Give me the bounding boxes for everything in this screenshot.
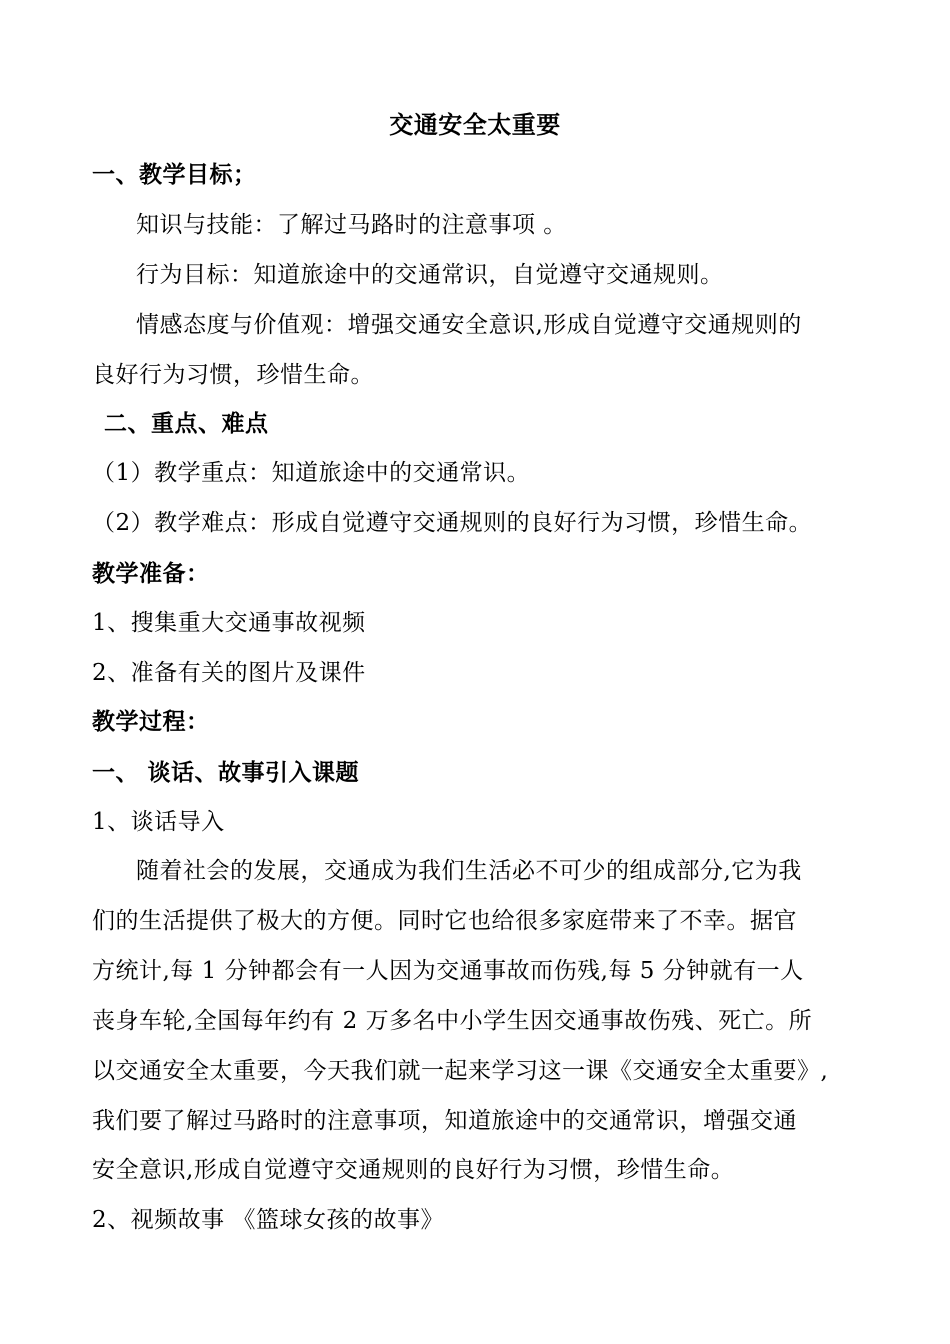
goal-behavior: 行为目标：知道旅途中的交通常识，自觉遵守交通规则。 — [136, 262, 724, 288]
paragraph-line: 以交通安全太重要，今天我们就一起来学习这一课《交通安全太重要》, — [92, 1058, 829, 1084]
paragraph-line: 安全意识,形成自觉遵守交通规则的良好行为习惯，珍惜生命。 — [92, 1157, 735, 1183]
prep-item: 2、准备有关的图片及课件 — [92, 660, 366, 686]
paragraph-line: 们的生活提供了极大的方便。同时它也给很多家庭带来了不幸。据官 — [92, 908, 797, 934]
section-heading-goals: 一、教学目标； — [92, 162, 257, 188]
process-heading: 教学过程： — [92, 709, 210, 735]
section-heading-key-points: 二、重点、难点 — [104, 411, 269, 437]
key-point: （1）教学重点：知道旅途中的交通常识。 — [92, 460, 531, 486]
prep-heading: 教学准备： — [92, 561, 210, 587]
step-heading: 2、视频故事 《篮球女孩的故事》 — [92, 1207, 444, 1233]
paragraph-line: 方统计,每 1 分钟都会有一人因为交通事故而伤残,每 5 分钟就有一人 — [92, 958, 804, 984]
goal-knowledge: 知识与技能：了解过马路时的注意事项 。 — [136, 212, 567, 238]
difficult-point: （2）教学难点：形成自觉遵守交通规则的良好行为习惯，珍惜生命。 — [92, 510, 813, 536]
paragraph-line: 随着社会的发展，交通成为我们生活必不可少的组成部分,它为我 — [136, 858, 802, 884]
goal-emotion-line2: 良好行为习惯，珍惜生命。 — [92, 362, 374, 388]
document-title: 交通安全太重要 — [389, 111, 561, 139]
part-heading: 一、 谈话、故事引入课题 — [92, 760, 360, 786]
prep-item: 1、搜集重大交通事故视频 — [92, 610, 366, 636]
goal-emotion-line1: 情感态度与价值观：增强交通安全意识,形成自觉遵守交通规则的 — [136, 312, 802, 338]
paragraph-line: 丧身车轮,全国每年约有 2 万多名中小学生因交通事故伤残、死亡。所 — [92, 1008, 813, 1034]
step-heading: 1、谈话导入 — [92, 809, 225, 835]
paragraph-line: 我们要了解过马路时的注意事项，知道旅途中的交通常识，增强交通 — [92, 1108, 797, 1134]
